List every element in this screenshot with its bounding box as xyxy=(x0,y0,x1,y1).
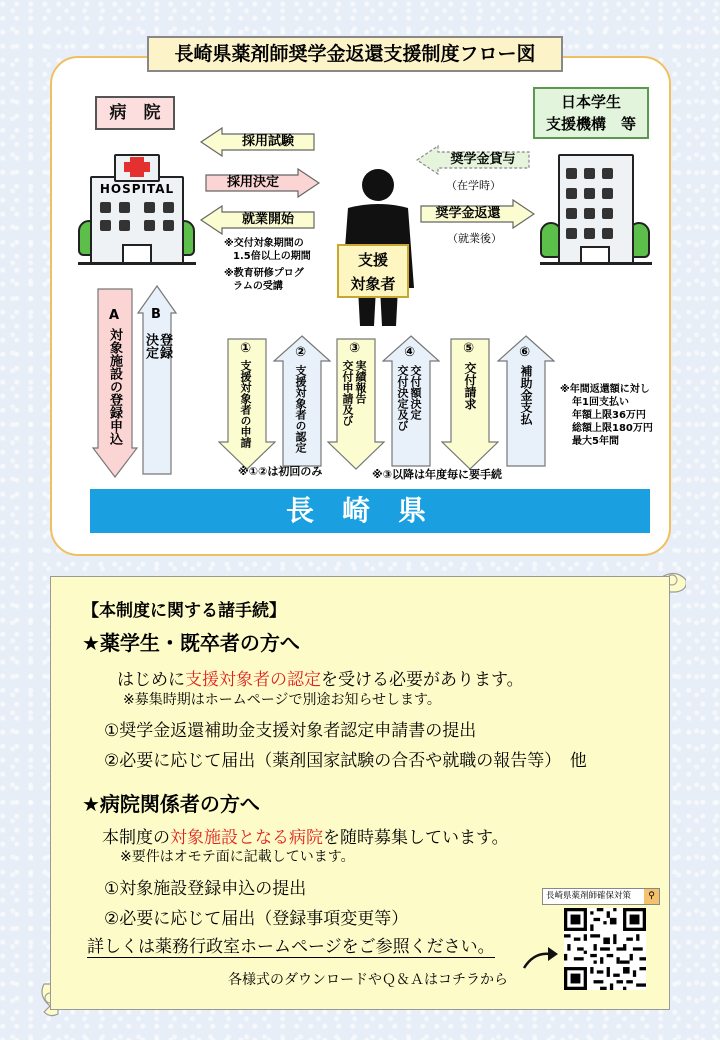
jasso-label-line1: 日本学生 xyxy=(560,93,621,111)
hospitals-intro: 本制度の対象施設となる病院を随時募集しています。 xyxy=(102,828,509,848)
hospitals-intro-highlight: 対象施設となる病院 xyxy=(170,828,323,848)
in-school-note: （在学時） xyxy=(446,179,501,192)
students-item-1: ①奨学金返還補助金支援対象者認定申請書の提出 xyxy=(104,721,477,741)
arrow-step-2: ② 支援対象者の認定 xyxy=(273,335,331,467)
arrow-b-registration-decision: B 登録 決定 xyxy=(137,285,177,475)
arrow-label: 奨学金返還 xyxy=(435,206,501,221)
arrow-label: 奨学金貸与 xyxy=(450,152,516,167)
procedures-heading: 【本制度に関する諸手続】 xyxy=(82,601,286,621)
arrow-start-work xyxy=(200,205,315,235)
hospital-sign: HOSPITAL xyxy=(99,182,175,196)
arrow-step-4: ④ 交付額決定 交付決定及び xyxy=(382,335,440,467)
arrow-hiring-decision xyxy=(205,168,320,198)
page-title: 長崎県薬剤師奨学金返還支援制度フロー図 xyxy=(147,36,563,72)
payment-notes: ※年間返還額に対し 年1回支払い 年額上限36万円 総額上限180万円 最大5年間 xyxy=(560,384,653,447)
students-heading: ★薬学生・既卒者の方へ xyxy=(82,631,300,655)
arrow-recruitment-exam xyxy=(200,127,315,157)
jasso-label xyxy=(533,87,649,139)
arrow-label: 就業開始 xyxy=(241,212,294,227)
students-intro-highlight: 支援対象者の認定 xyxy=(185,670,321,690)
search-icon: ⚲ xyxy=(644,889,659,904)
jasso-label-line2: 支援機構 等 xyxy=(545,115,636,133)
students-intro: はじめに支援対象者の認定を受ける必要があります。 xyxy=(117,670,524,690)
arrow-label: 採用決定 xyxy=(226,175,279,190)
office-building-icon xyxy=(540,152,652,270)
arrow-step-1: ① 支援対象者の申請 xyxy=(218,338,276,470)
hospital-label: 病 院 xyxy=(95,96,175,130)
arrow-label: 採用試験 xyxy=(241,134,294,149)
students-note: ※募集時期はホームページで別途お知らせします。 xyxy=(123,692,441,708)
employment-notes: ※交付対象期間の 1.5倍以上の期間 ※教育研修プログ ラムの受講 xyxy=(224,238,311,292)
first-only-note: ※①②は初回のみ xyxy=(238,465,323,478)
hospitals-item-2: ②必要に応じて届出（登録事項変更等） xyxy=(104,909,409,929)
students-item-2: ②必要に応じて届出（薬剤国家試験の合否や就職の報告等） 他 xyxy=(104,751,587,771)
arrow-step-6: ⑥ 補助金支払 xyxy=(497,335,555,467)
yearly-note: ※③以降は年度毎に要手続 xyxy=(372,468,503,481)
hospitals-note: ※要件はオモテ面に記載しています。 xyxy=(120,849,355,865)
arrow-scholarship-loan xyxy=(416,145,530,175)
prefecture-bar: 長崎県 xyxy=(90,489,650,533)
details-link[interactable]: 詳しくは薬務行政室ホームページをご参照ください。 xyxy=(87,937,495,957)
hospital-building-icon xyxy=(78,150,196,270)
support-recipient-sign: 支援 対象者 xyxy=(337,244,409,298)
hospitals-item-1: ①対象施設登録申込の提出 xyxy=(104,879,307,899)
hospitals-heading: ★病院関係者の方へ xyxy=(82,792,260,816)
arrow-scholarship-repayment xyxy=(420,199,535,229)
after-work-note: （就業後） xyxy=(447,232,502,245)
arrow-a-facility-registration: A 対象施設の登録申込 xyxy=(92,288,138,478)
download-note: 各様式のダウンロードやＱ＆Ａはコチラから xyxy=(228,972,508,988)
search-box[interactable]: 長崎県薬剤師確保対策 ⚲ xyxy=(542,888,660,905)
qr-code-icon[interactable] xyxy=(564,908,646,990)
curved-arrow-icon xyxy=(520,942,560,972)
arrow-step-3: ③ 実績報告 交付申請及び xyxy=(327,338,385,470)
arrow-step-5: ⑤ 交付請求 xyxy=(441,338,499,470)
